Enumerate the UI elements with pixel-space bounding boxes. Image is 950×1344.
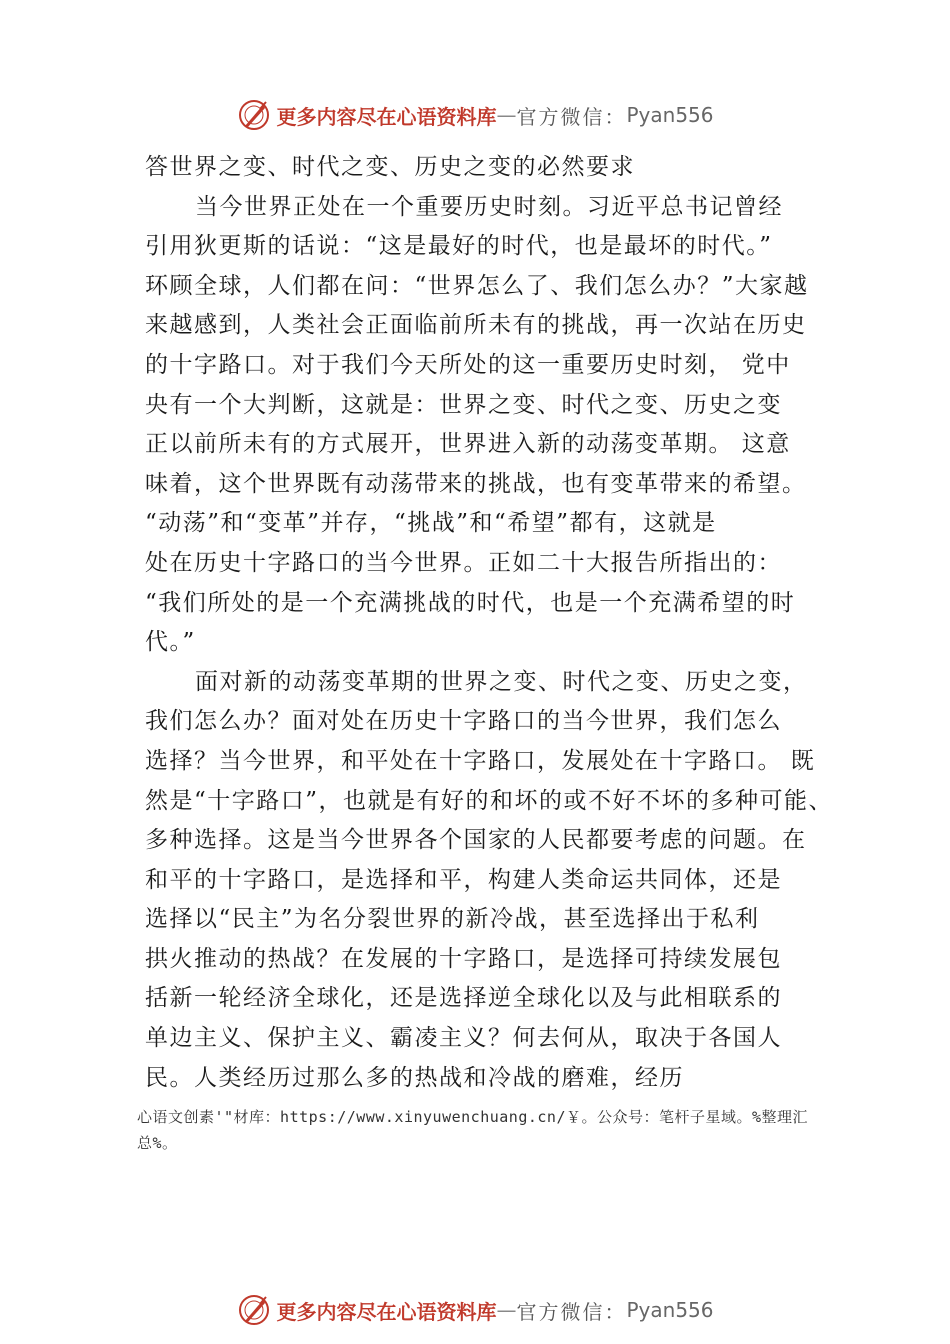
body-line: 味着，这个世界既有动荡带来的挑战，也有变革带来的希望。	[145, 470, 807, 497]
body-line: “我们所处的是一个充满挑战的时代，也是一个充满希望的时	[145, 589, 796, 616]
quill-seal-icon	[236, 97, 272, 133]
body-line: 单边主义、保护主义、霸凌主义？何去何从，取决于各国人	[145, 1025, 782, 1052]
body-line: 括新一轮经济全球化，还是选择逆全球化以及与此相联系的	[145, 985, 782, 1012]
body-line: 拱火推动的热战？在发展的十字路口，是选择可持续发展包	[145, 945, 782, 972]
quill-seal-icon	[236, 1292, 272, 1328]
body-line: 当今世界正处在一个重要历史时刻。习近平总书记曾经	[195, 193, 783, 220]
body-line: 正以前所未有的方式展开，世界进入新的动荡变革期。 这意	[145, 431, 791, 458]
body-line: 然是“十字路口”，也就是有好的和坏的或不好不坏的多种可能、	[145, 787, 834, 814]
body-line: 处在历史十字路口的当今世界。正如二十大报告所指出的：	[145, 549, 782, 576]
body-line: 选择？当今世界，和平处在十字路口，发展处在十字路口。 既	[145, 747, 816, 774]
footer-watermark	[0, 1290, 950, 1330]
watermark-dash: —	[496, 1298, 517, 1322]
watermark-site-text: 更多内容尽在心语资料库	[276, 1299, 497, 1324]
footer-line: 心语文创素'"材库：https://www.xinyuwenchuang.cn/￥。公众号：笔杆子星域。%整理汇	[137, 1108, 809, 1126]
footer-line: 总%。	[137, 1134, 178, 1152]
body-line: 环顾全球，人们都在问：“世界怎么了、我们怎么办？”大家越	[145, 272, 809, 299]
watermark-site-text: 更多内容尽在心语资料库	[276, 104, 497, 129]
body-line: 的十字路口。对于我们今天所处的这一重要历史时刻， 党中	[145, 351, 791, 378]
body-line: 和平的十字路口，是选择和平，构建人类命运共同体，还是	[145, 866, 782, 893]
body-line: 央有一个大判断，这就是：世界之变、时代之变、历史之变	[145, 391, 782, 418]
body-line: 我们怎么办？面对处在历史十字路口的当今世界，我们怎么	[145, 708, 782, 735]
body-line: 代。”	[145, 629, 196, 656]
watermark-wechat-id: Pyan556	[626, 103, 714, 127]
watermark-wechat-id: Pyan556	[626, 1298, 714, 1322]
body-line: “动荡”和“变革”并存，“挑战”和“希望”都有，这就是	[145, 510, 717, 537]
header-watermark	[0, 95, 950, 135]
watermark-label: 官方微信：	[516, 1299, 627, 1324]
watermark-dash: —	[496, 103, 517, 127]
body-line: 答世界之变、时代之变、历史之变的必然要求	[145, 154, 635, 180]
body-line: 选择以“民主”为名分裂世界的新冷战，甚至选择出于私利	[145, 906, 760, 933]
body-line: 引用狄更斯的话说：“这是最好的时代，也是最坏的时代。”	[145, 233, 773, 260]
body-line: 多种选择。这是当今世界各个国家的人民都要考虑的问题。在	[145, 827, 807, 854]
body-line: 民。人类经历过那么多的热战和冷战的磨难，经历	[145, 1064, 684, 1091]
body-line: 面对新的动荡变革期的世界之变、时代之变、历史之变，	[195, 668, 808, 695]
document-body	[145, 148, 845, 1098]
footer-note	[137, 1104, 837, 1156]
body-line: 来越感到，人类社会正面临前所未有的挑战，再一次站在历史	[145, 312, 807, 339]
watermark-label: 官方微信：	[516, 104, 627, 129]
